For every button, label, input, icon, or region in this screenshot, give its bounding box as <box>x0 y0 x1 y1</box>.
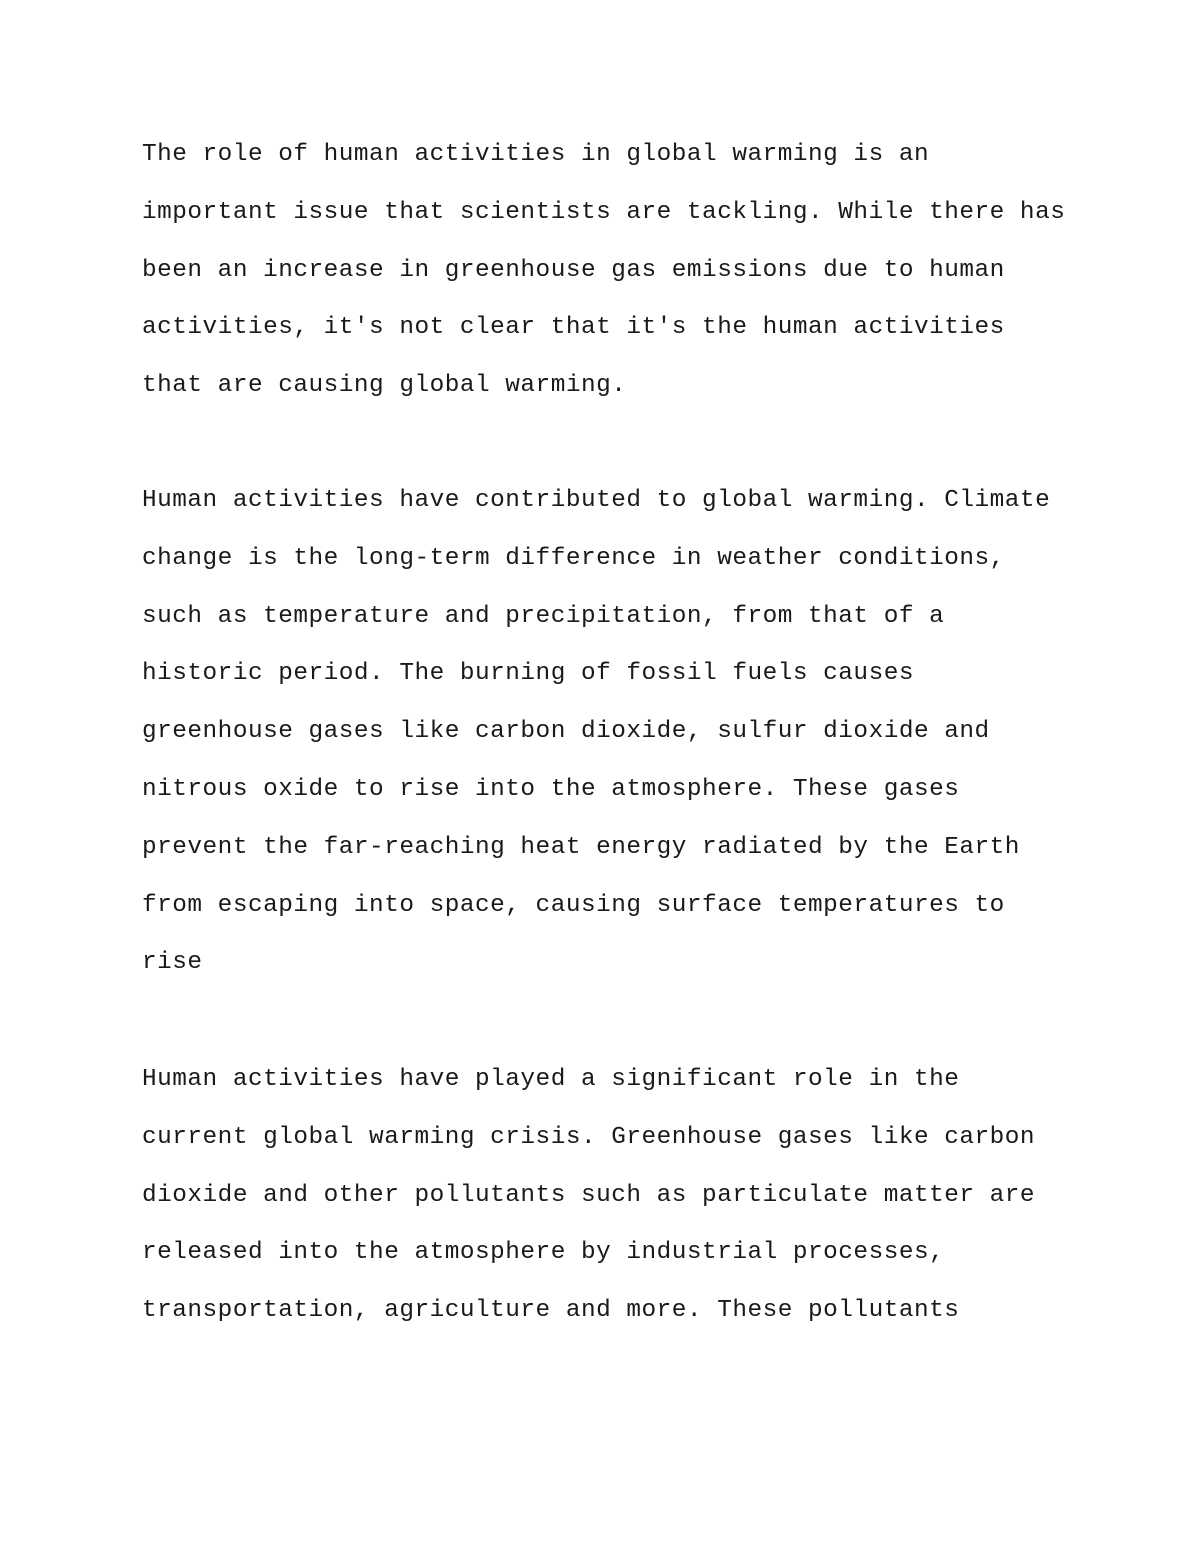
paragraph-line: The role of human activities in global warming is an <box>142 141 930 168</box>
paragraph-line: been an increase in greenhouse gas emissions due to human <box>142 256 1005 284</box>
paragraph-1 <box>142 126 1065 415</box>
paragraph-line: nitrous oxide to rise into the atmosphere. These gases <box>142 775 960 803</box>
paragraph-line: Human activities have played a significant role in the <box>142 1066 960 1093</box>
paragraph-2 <box>142 472 1050 992</box>
paragraph-line: from escaping into space, causing surface temperatures to <box>142 891 1005 919</box>
paragraph-line: that are causing global warming. <box>142 372 627 400</box>
paragraph-line: such as temperature and precipitation, from that of a <box>142 602 945 630</box>
paragraph-line: transportation, agriculture and more. These pollutants <box>142 1297 960 1325</box>
paragraph-line: important issue that scientists are tackling. While there has <box>142 198 1066 226</box>
paragraph-line: change is the long-term difference in weather conditions, <box>142 544 1005 572</box>
paragraph-line: Human activities have contributed to global warming. Climate <box>142 487 1051 514</box>
paragraph-3 <box>142 1051 1035 1340</box>
paragraph-line: dioxide and other pollutants such as particulate matter are <box>142 1181 1036 1209</box>
paragraph-line: rise <box>142 949 203 977</box>
paragraph-line: current global warming crisis. Greenhouse gases like carbon <box>142 1123 1036 1151</box>
paragraph-line: prevent the far-reaching heat energy radiated by the Earth <box>142 833 1020 861</box>
paragraph-line: activities, it's not clear that it's the human activities <box>142 314 1005 342</box>
paragraph-line: historic period. The burning of fossil fuels causes <box>142 660 914 688</box>
paragraph-line: released into the atmosphere by industrial processes, <box>142 1239 945 1267</box>
paragraph-line: greenhouse gases like carbon dioxide, sulfur dioxide and <box>142 718 990 746</box>
